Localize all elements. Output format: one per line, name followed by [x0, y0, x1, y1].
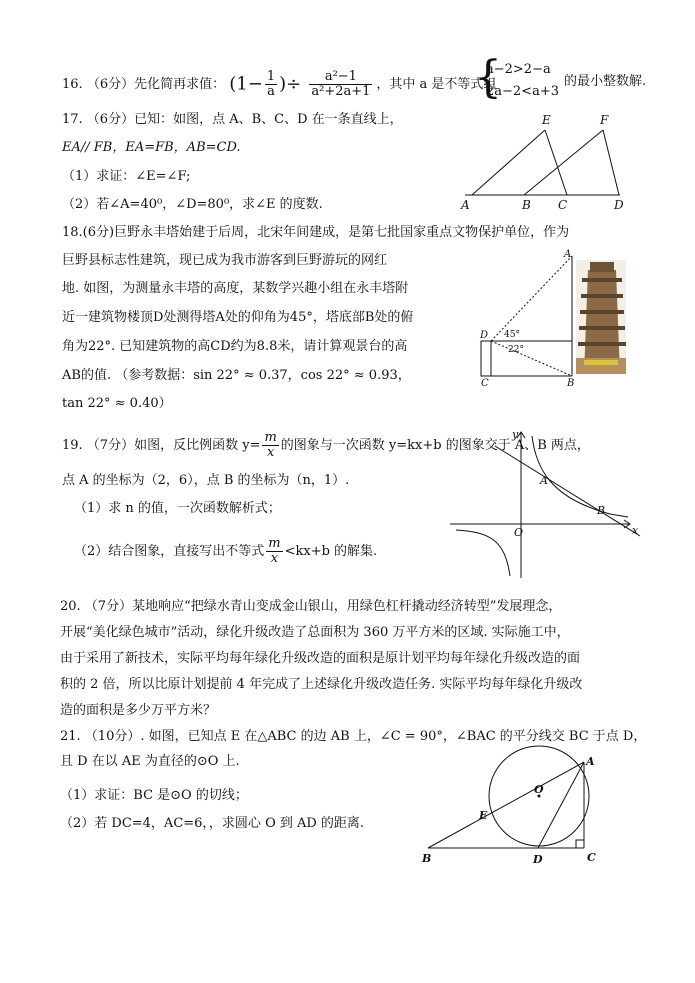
q19-frac2-den: x — [270, 551, 279, 566]
q18-line-2: 巨野县标志性建筑，现已成为我市游客到巨野游玩的网红 — [62, 253, 388, 268]
q17-label-a: A — [461, 198, 470, 210]
q18-line-4: 近一建筑物楼顶D处测得塔A处的仰角为45°，塔底部B处的俯 — [62, 310, 414, 325]
q18-angle-45: 45° — [504, 330, 520, 340]
q18-angle-22: 22° — [508, 345, 524, 355]
q21-label-b: B — [422, 852, 432, 865]
q19-line-4b: <kx+b 的解集. — [284, 544, 378, 559]
q16-mid: ，其中 a 是不等式组 — [376, 77, 497, 92]
q19-fraction-2 — [266, 537, 282, 566]
q16-fraction-2 — [309, 70, 372, 99]
q21-line-1: 21. （10分）. 如图，已知点 E 在△ABC 的边 AB 上，∠C = 90°，∠BAC 的平分线交 BC 于点 D， — [60, 729, 647, 744]
q16-score: （6分） — [86, 77, 135, 92]
q18-sight-line-up — [491, 256, 572, 341]
q17-label-e: E — [542, 113, 551, 127]
q19-label-a: A — [540, 474, 548, 487]
q16-inequality-1: a−2>2−a — [486, 62, 551, 77]
q21-figure — [418, 735, 608, 867]
q18-line-7: tan 22° ≈ 0.40） — [62, 396, 172, 411]
q16-line — [62, 70, 496, 99]
q17-line-3: （1）求证：∠E=∠F; — [62, 169, 191, 184]
q17-line-4: （2）若∠A=40⁰，∠D=80⁰，求∠E 的度数. — [62, 197, 323, 212]
q19-frac2-num: m — [268, 536, 281, 551]
q16-fraction-1 — [265, 70, 277, 99]
q17-figure — [455, 108, 640, 210]
q20-line-5: 造的面积是多少万平方米？ — [60, 703, 217, 718]
q16-f1-denominator: a — [267, 84, 275, 99]
q17-label-c: C — [558, 198, 568, 210]
q17-line-ae — [472, 130, 545, 195]
q19-frac-den: x — [266, 445, 275, 460]
q16-tail: 的最小整数解. — [564, 74, 647, 89]
q21-label-e: E — [479, 809, 488, 822]
q17-line-1: 17. （6分）已知：如图，点 A、B、C、D 在一条直线上， — [62, 112, 403, 127]
q19-fraction — [262, 431, 278, 460]
q18-line-1: 18.(6分)巨野永丰塔始建于后周，北宋年间建成，是第七批国家重点文物保护单位，作为 — [62, 225, 570, 240]
pagoda-image — [576, 260, 626, 374]
q21-label-a: A — [586, 755, 595, 768]
q18-label-d: D — [480, 330, 489, 341]
q16-number: 16. — [62, 77, 83, 92]
q17-line-fd — [603, 130, 619, 195]
q16-f2-numerator: a²−1 — [309, 70, 372, 85]
q21-line-4: （2）若 DC=4，AC=6，，求圆心 O 到 AD 的距离. — [60, 816, 365, 831]
q18-figure — [472, 248, 632, 388]
q19-label-o: O — [514, 526, 524, 539]
q17-label-d: D — [614, 198, 624, 210]
q18-sight-line-down — [491, 341, 572, 376]
q21-right-angle-mark — [576, 840, 584, 848]
q19-line-3: （1）求 n 的值，一次函数解析式； — [74, 501, 281, 516]
q21-line-2: 且 D 在以 AE 为直径的⊙O 上. — [60, 754, 240, 769]
q16-brace: { — [474, 52, 502, 103]
q19-hyperbola-left — [456, 530, 510, 576]
q21-label-d: D — [533, 853, 543, 866]
q19-line-1a: 19. （7分）如图，反比例函数 y= — [62, 438, 261, 453]
q19-line-1b: 的图象与一次函数 y=kx+b 的图象交于 A、B 两点， — [280, 438, 590, 453]
q19-line-4 — [74, 537, 377, 566]
q21-line-3: （1）求证：BC 是⊙O 的切线； — [60, 788, 248, 803]
q18-line-5: 角为22°. 已知建筑物的高CD约为8.8米，请计算观景台的高 — [62, 339, 408, 354]
q18-label-a: A — [564, 249, 572, 260]
q20-line-3: 由于采用了新技术，实际平均每年绿化升级改造的面积是原计划平均每年绿化升级改造的面 — [60, 651, 581, 666]
q16-f1-numerator: 1 — [266, 69, 276, 84]
q20-line-1: 20. （7分）某地响应“把绿水青山变成金山银山，用绿色杠杆撬动经济转型”发展理念， — [60, 599, 562, 614]
q19-line-4a: （2）结合图象，直接写出不等式 — [74, 544, 265, 559]
q19-line-2: 点 A 的坐标为（2，6），点 B 的坐标为（n，1）. — [62, 473, 350, 488]
q19-label-x: x — [632, 524, 639, 537]
q19-line-kxb — [495, 446, 640, 536]
q16-f2-denominator: a²+2a+1 — [311, 84, 371, 99]
q18-building — [481, 341, 491, 376]
q20-line-2: 开展“美化绿色城市”活动，绿化升级改造了总面积为 360 万平方米的区域. 实际施工中， — [60, 625, 570, 640]
q21-label-c: C — [587, 851, 596, 864]
q19-figure — [450, 428, 645, 580]
q17-label-b: B — [522, 198, 531, 210]
q16-expr-open: (1− — [229, 73, 263, 95]
q18-line-3: 地. 如图，为测量永丰塔的高度，某数学兴趣小组在永丰塔附 — [62, 281, 409, 296]
q17-line-2: EA// FB，EA=FB，AB=CD. — [62, 140, 241, 155]
q18-label-c: C — [481, 378, 489, 388]
q16-lead: 先化简再求值： — [134, 77, 226, 92]
q18-label-b: B — [567, 378, 575, 388]
q19-label-y: y — [512, 428, 519, 441]
q19-label-b: B — [597, 504, 606, 517]
q20-line-4: 积的 2 倍，所以比原计划提前 4 年完成了上述绿化升级改造任务. 实际平均每年绿化升级改 — [60, 677, 583, 692]
q16-inequality-2: 2a−2<a+3 — [486, 84, 559, 99]
q18-line-6: AB的值. （参考数据：sin 22° ≈ 0.37，cos 22° ≈ 0.93， — [62, 368, 411, 383]
q16-expr-close: )÷ — [279, 73, 302, 95]
q16-inequality-system — [474, 52, 564, 106]
q19-frac-num: m — [264, 430, 277, 445]
q17-label-f: F — [600, 113, 609, 127]
q21-label-o: O — [534, 783, 544, 796]
